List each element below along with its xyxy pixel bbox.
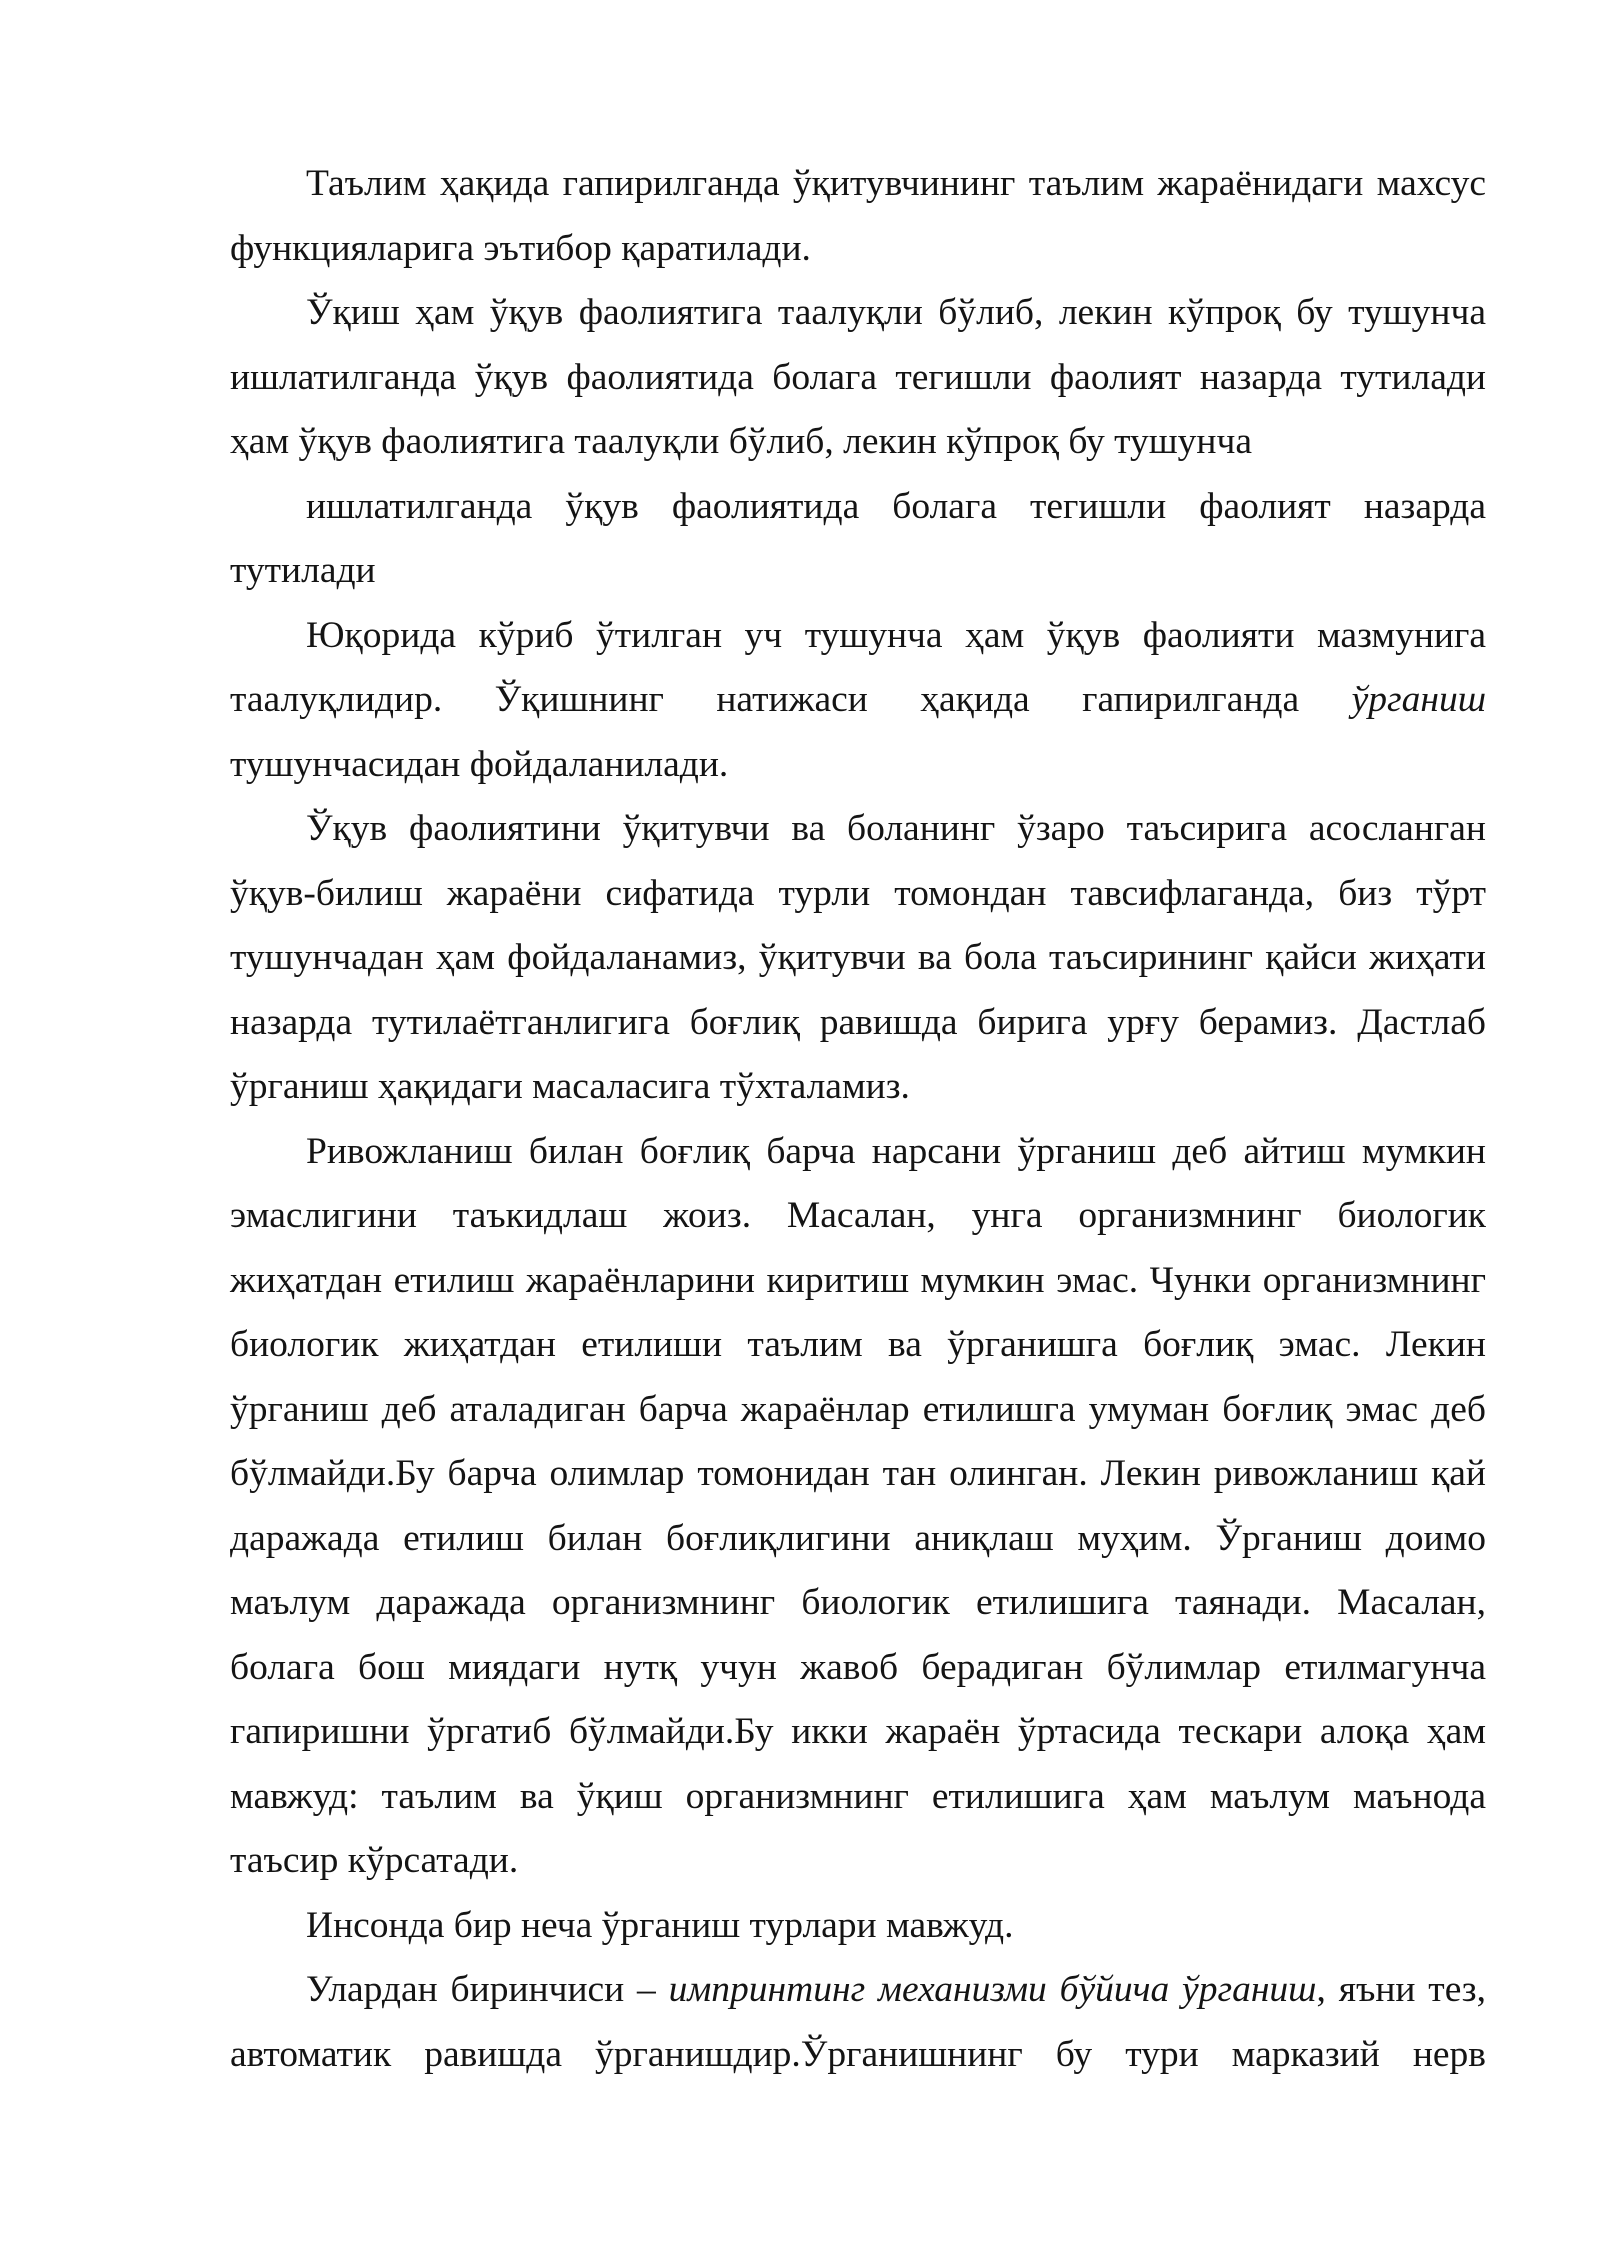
paragraph-4-text-b: тушунчасидан фойдаланилади. [230, 743, 729, 785]
paragraph-4 [230, 604, 1486, 798]
paragraph-8-text-b: , яъни тез, автоматик равишда ўрганишдир.Ўрганишнинг бу тури марказий нерв [230, 1969, 1486, 2075]
paragraph-3-line-1: ишлатилганда ўқув фаолиятида болага тегишли фаолият назарда [306, 485, 1486, 527]
paragraph-1 [230, 152, 1486, 281]
paragraph-8 [230, 1958, 1486, 2087]
paragraph-4-text-a: Юқорида кўриб ўтилган уч тушунча ҳам ўқув фаолияти мазмунига таалуқлидир. Ўқишнинг натижаси ҳақида гапирилганда [230, 614, 1486, 720]
paragraph-3-line-2: тутилади [230, 550, 376, 591]
document-body [230, 152, 1486, 2087]
paragraph-4-italic-term: ўрганиш [1351, 679, 1486, 720]
paragraph-5-text: Ўқув фаолиятини ўқитувчи ва боланинг ўзаро таъсирига асосланган ўқув-билиш жараёни сифатида турли томондан тавсифлаганда, биз тўрт тушунчадан ҳам фойдаланамиз, ўқитувчи ва бола таъсирининг қайси жиҳати назарда тутилаётганлигига боғлиқ равишда бирига урғу берамиз. Дастлаб ўрганиш ҳақидаги масаласига тўхталамиз. [230, 808, 1486, 1107]
paragraph-7 [230, 1894, 1486, 1959]
paragraph-7-text: Инсонда бир неча ўрганиш турлари мавжуд. [306, 1904, 1014, 1946]
paragraph-1-text: Таълим ҳақида гапирилганда ўқитувчининг таълим жараёнидаги махсус функцияларига эътибор қаратилади. [230, 163, 1486, 269]
paragraph-2 [230, 281, 1486, 475]
paragraph-5 [230, 797, 1486, 1120]
paragraph-6 [230, 1120, 1486, 1894]
paragraph-6-text: Ривожланиш билан боғлиқ барча нарсани ўрганиш деб айтиш мумкин эмаслигини таъкидлаш жоиз. Масалан, унга организмнинг биологик жиҳатдан етилиш жараёнларини киритиш мумкин эмас. Чунки организмнинг биологик жиҳатдан етилиши таълим ва ўрганишга боғлиқ эмас. Лекин ўрганиш деб аталадиган барча жараёнлар етилишга умуман боғлиқ эмас деб бўлмайди.Бу барча олимлар томонидан тан олинган. Лекин ривожланиш қай даражада етилиш билан боғлиқлигини аниқлаш муҳим. Ўрганиш доимо маълум даражада организмнинг биологик етилишига таянади. Масалан, болага бош миядаги нутқ учун жавоб берадиган бўлимлар етилмагунча гапиришни ўргатиб бўлмайди.Бу икки жараён ўртасида тескари алоқа ҳам мавжуд: таълим ва ўқиш организмнинг етилишига ҳам маълум маънода таъсир кўрсатади. [230, 1130, 1486, 1881]
paragraph-2-text: Ўқиш ҳам ўқув фаолиятига таалуқли бўлиб, лекин кўпроқ бу тушунча ишлатилганда ўқув фаолиятида болага тегишли фаолият назарда тутилади ҳам ўқув фаолиятига таалуқли бўлиб, лекин кўпроқ бу тушунча [230, 292, 1486, 462]
paragraph-3 [230, 475, 1486, 604]
paragraph-8-italic-term: импринтинг механизми бўйича ўрганиш [668, 1969, 1317, 2010]
paragraph-8-text-a: Улардан биринчиси – [306, 1969, 669, 2010]
